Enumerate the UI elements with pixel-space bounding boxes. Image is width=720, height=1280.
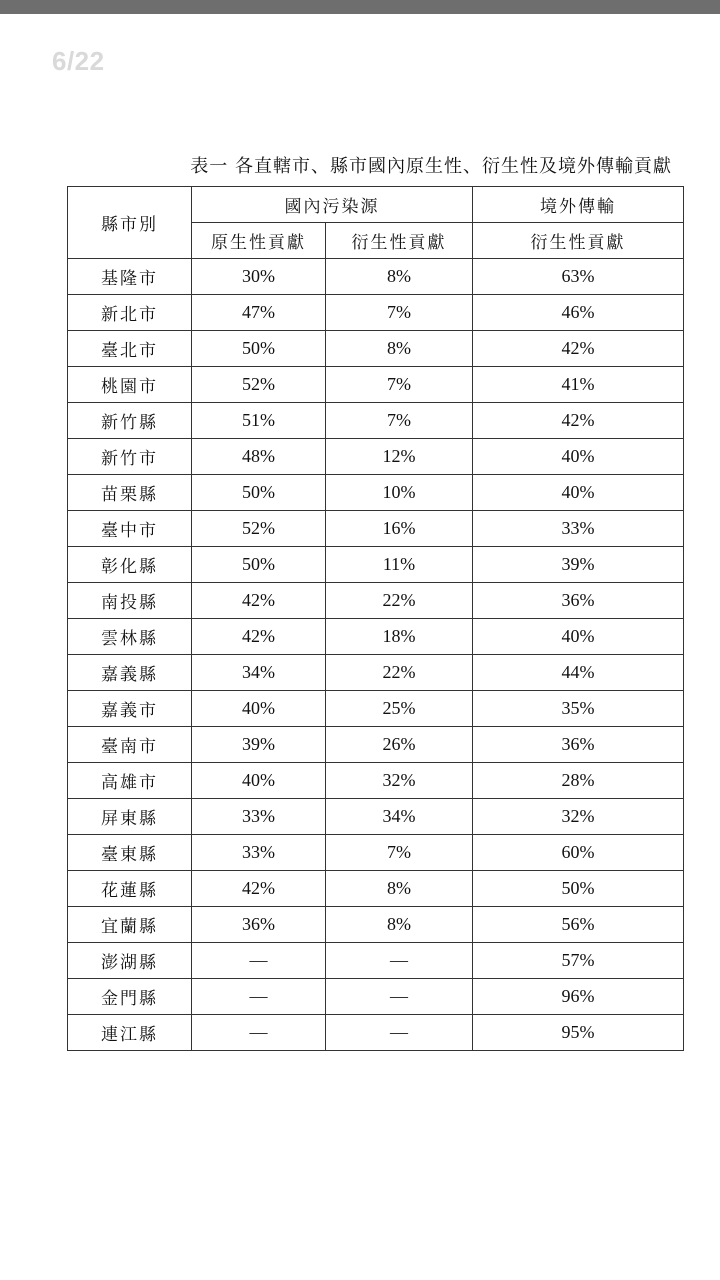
primary-contribution-cell: 36%: [192, 907, 326, 943]
primary-contribution-cell: 51%: [192, 403, 326, 439]
secondary-contribution-cell: 22%: [326, 655, 473, 691]
county-cell: 新北市: [68, 295, 192, 331]
primary-contribution-cell: 39%: [192, 727, 326, 763]
table-row: [68, 1015, 684, 1051]
county-cell: 新竹市: [68, 439, 192, 475]
secondary-contribution-cell: 7%: [326, 835, 473, 871]
primary-contribution-cell: 48%: [192, 439, 326, 475]
viewer-top-bar: [0, 0, 720, 14]
county-cell: 臺中市: [68, 511, 192, 547]
foreign-contribution-cell: 96%: [473, 979, 684, 1015]
foreign-contribution-cell: 56%: [473, 907, 684, 943]
county-cell: 嘉義市: [68, 691, 192, 727]
table-row: [68, 511, 684, 547]
secondary-contribution-cell: 8%: [326, 331, 473, 367]
county-cell: 彰化縣: [68, 547, 192, 583]
secondary-contribution-cell: —: [326, 1015, 473, 1051]
primary-contribution-cell: 50%: [192, 547, 326, 583]
header-foreign-secondary-contribution: 衍生性貢獻: [473, 223, 684, 259]
primary-contribution-cell: 50%: [192, 331, 326, 367]
secondary-contribution-cell: 7%: [326, 367, 473, 403]
foreign-contribution-cell: 35%: [473, 691, 684, 727]
county-cell: 嘉義縣: [68, 655, 192, 691]
secondary-contribution-cell: 18%: [326, 619, 473, 655]
table-body: [68, 259, 684, 1051]
table-row: [68, 475, 684, 511]
secondary-contribution-cell: 10%: [326, 475, 473, 511]
secondary-contribution-cell: 7%: [326, 403, 473, 439]
table-row: [68, 979, 684, 1015]
secondary-contribution-cell: 22%: [326, 583, 473, 619]
foreign-contribution-cell: 40%: [473, 439, 684, 475]
table-row: [68, 871, 684, 907]
county-cell: 連江縣: [68, 1015, 192, 1051]
primary-contribution-cell: 42%: [192, 619, 326, 655]
primary-contribution-cell: —: [192, 943, 326, 979]
county-cell: 高雄市: [68, 763, 192, 799]
primary-contribution-cell: 52%: [192, 511, 326, 547]
secondary-contribution-cell: 12%: [326, 439, 473, 475]
county-cell: 雲林縣: [68, 619, 192, 655]
primary-contribution-cell: 47%: [192, 295, 326, 331]
table-row: [68, 763, 684, 799]
secondary-contribution-cell: 26%: [326, 727, 473, 763]
table-row: [68, 295, 684, 331]
county-cell: 花蓮縣: [68, 871, 192, 907]
header-foreign-transport: 境外傳輸: [473, 187, 684, 223]
secondary-contribution-cell: 32%: [326, 763, 473, 799]
foreign-contribution-cell: 42%: [473, 331, 684, 367]
county-cell: 新竹縣: [68, 403, 192, 439]
table-row: [68, 583, 684, 619]
primary-contribution-cell: 34%: [192, 655, 326, 691]
foreign-contribution-cell: 33%: [473, 511, 684, 547]
header-county: 縣市別: [68, 187, 192, 259]
county-cell: 澎湖縣: [68, 943, 192, 979]
primary-contribution-cell: 30%: [192, 259, 326, 295]
county-cell: 基隆市: [68, 259, 192, 295]
table-row: [68, 943, 684, 979]
secondary-contribution-cell: —: [326, 979, 473, 1015]
header-secondary-contribution: 衍生性貢獻: [326, 223, 473, 259]
foreign-contribution-cell: 40%: [473, 475, 684, 511]
page-indicator: 6/22: [52, 46, 105, 76]
foreign-contribution-cell: 57%: [473, 943, 684, 979]
foreign-contribution-cell: 42%: [473, 403, 684, 439]
county-cell: 金門縣: [68, 979, 192, 1015]
secondary-contribution-cell: 11%: [326, 547, 473, 583]
county-cell: 宜蘭縣: [68, 907, 192, 943]
primary-contribution-cell: 33%: [192, 799, 326, 835]
foreign-contribution-cell: 36%: [473, 583, 684, 619]
secondary-contribution-cell: 16%: [326, 511, 473, 547]
foreign-contribution-cell: 28%: [473, 763, 684, 799]
foreign-contribution-cell: 50%: [473, 871, 684, 907]
secondary-contribution-cell: 25%: [326, 691, 473, 727]
foreign-contribution-cell: 44%: [473, 655, 684, 691]
table-row: [68, 439, 684, 475]
table-row: [68, 655, 684, 691]
county-cell: 臺北市: [68, 331, 192, 367]
county-cell: 南投縣: [68, 583, 192, 619]
primary-contribution-cell: 42%: [192, 583, 326, 619]
table-row: [68, 799, 684, 835]
table-row: [68, 907, 684, 943]
table-row: [68, 547, 684, 583]
table-row: [68, 367, 684, 403]
foreign-contribution-cell: 95%: [473, 1015, 684, 1051]
county-cell: 桃園市: [68, 367, 192, 403]
secondary-contribution-cell: 8%: [326, 871, 473, 907]
secondary-contribution-cell: —: [326, 943, 473, 979]
primary-contribution-cell: —: [192, 979, 326, 1015]
foreign-contribution-cell: 40%: [473, 619, 684, 655]
primary-contribution-cell: 40%: [192, 691, 326, 727]
county-cell: 屏東縣: [68, 799, 192, 835]
foreign-contribution-cell: 63%: [473, 259, 684, 295]
county-cell: 苗栗縣: [68, 475, 192, 511]
table-row: [68, 835, 684, 871]
table-row: [68, 403, 684, 439]
primary-contribution-cell: 33%: [192, 835, 326, 871]
secondary-contribution-cell: 8%: [326, 259, 473, 295]
table-row: [68, 259, 684, 295]
foreign-contribution-cell: 39%: [473, 547, 684, 583]
foreign-contribution-cell: 46%: [473, 295, 684, 331]
table-row: [68, 619, 684, 655]
foreign-contribution-cell: 36%: [473, 727, 684, 763]
county-cell: 臺南市: [68, 727, 192, 763]
secondary-contribution-cell: 7%: [326, 295, 473, 331]
table-row: [68, 331, 684, 367]
foreign-contribution-cell: 60%: [473, 835, 684, 871]
foreign-contribution-cell: 41%: [473, 367, 684, 403]
table-row: [68, 691, 684, 727]
primary-contribution-cell: 52%: [192, 367, 326, 403]
foreign-contribution-cell: 32%: [473, 799, 684, 835]
primary-contribution-cell: 42%: [192, 871, 326, 907]
header-primary-contribution: 原生性貢獻: [192, 223, 326, 259]
table-header: [68, 187, 684, 259]
header-domestic-sources: 國內污染源: [192, 187, 473, 223]
secondary-contribution-cell: 8%: [326, 907, 473, 943]
contribution-table: [67, 186, 684, 1051]
table-row: [68, 727, 684, 763]
table-title: 表一 各直轄市、縣市國內原生性、衍生性及境外傳輸貢獻: [190, 156, 672, 177]
secondary-contribution-cell: 34%: [326, 799, 473, 835]
primary-contribution-cell: 50%: [192, 475, 326, 511]
primary-contribution-cell: —: [192, 1015, 326, 1051]
primary-contribution-cell: 40%: [192, 763, 326, 799]
county-cell: 臺東縣: [68, 835, 192, 871]
